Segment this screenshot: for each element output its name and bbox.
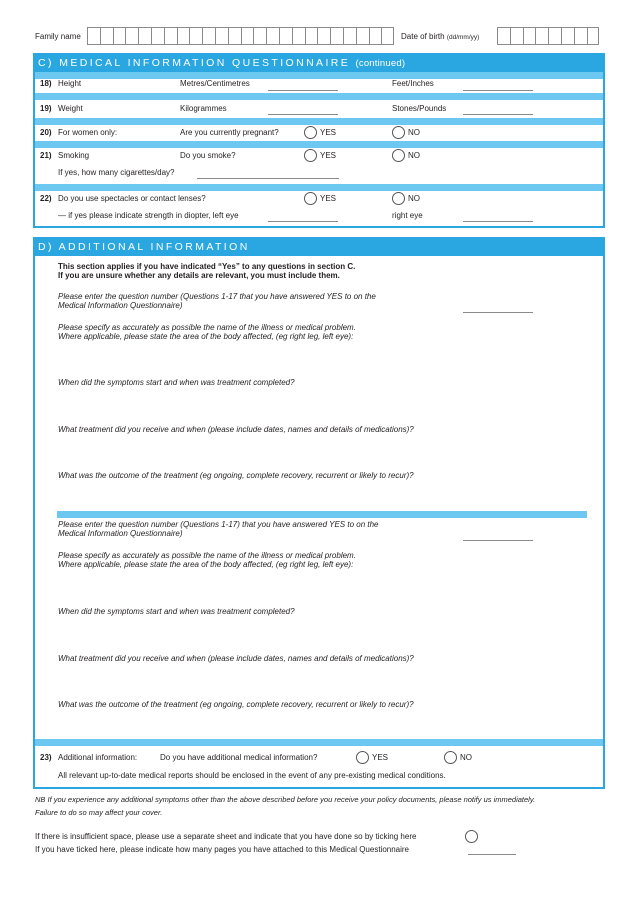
q20-number: 20) (40, 128, 52, 137)
q21-yes-label: YES (320, 151, 337, 160)
family-name-box[interactable] (279, 27, 292, 45)
q23-number: 23) (40, 753, 52, 762)
block2-qnum-field[interactable] (463, 540, 533, 541)
q21-cigarettes-field[interactable] (197, 178, 339, 179)
footer-pages-label: If you have ticked here, please indicate how many pages you have attached to this Medical Questionnaire (35, 845, 410, 854)
family-name-box[interactable] (87, 27, 100, 45)
family-name-box[interactable] (138, 27, 151, 45)
family-name-box[interactable] (381, 27, 394, 45)
family-name-box[interactable] (113, 27, 126, 45)
section-c-bar-3 (35, 118, 603, 125)
q20-yes-radio[interactable] (304, 126, 317, 139)
footer-nb-line2: Failure to do so may affect your cover. (35, 808, 163, 817)
block2-qnum-line1: Please enter the question number (Questions 1-17) that you have answered YES to on the (58, 520, 379, 529)
q18-imperial-field[interactable] (463, 90, 533, 91)
q23-yes-radio[interactable] (356, 751, 369, 764)
dob-label-text: Date of birth (401, 32, 445, 41)
q19-imperial-label: Stones/Pounds (392, 104, 447, 113)
q18-metric-label: Metres/Centimetres (180, 79, 250, 88)
q20-yes-label: YES (320, 128, 337, 137)
q22-right-eye-field[interactable] (463, 221, 533, 222)
q19-imperial-field[interactable] (463, 114, 533, 115)
family-name-box[interactable] (100, 27, 113, 45)
q22-followup-label: — if yes please indicate strength in diopter, left eye (58, 211, 239, 220)
dob-box[interactable] (548, 27, 561, 45)
section-d-bar-q23 (35, 739, 603, 746)
block1-illness-line2: Where applicable, please state the area of the body affected, (eg right leg, left eye): (58, 332, 354, 341)
family-name-box[interactable] (330, 27, 343, 45)
block2-treatment: What treatment did you receive and when (please include dates, names and details of medications)? (58, 654, 414, 663)
q23-yes-label: YES (372, 753, 389, 762)
q23-no-radio[interactable] (444, 751, 457, 764)
family-name-box[interactable] (253, 27, 266, 45)
dob-box[interactable] (497, 27, 510, 45)
q18-label: Height (58, 79, 82, 88)
dob-format: (dd/mm/yy) (446, 34, 480, 41)
block1-illness-line1: Please specify as accurately as possible the name of the illness or medical problem. (58, 323, 356, 332)
family-name-boxes[interactable] (87, 27, 394, 45)
family-name-box[interactable] (177, 27, 190, 45)
family-name-box[interactable] (202, 27, 215, 45)
q21-followup-label: If yes, how many cigarettes/day? (58, 168, 175, 177)
q23-note: All relevant up-to-date medical reports should be enclosed in the event of any pre-existing medical conditions. (58, 771, 446, 780)
q19-number: 19) (40, 104, 52, 113)
section-c-title-text: C) MEDICAL INFORMATION QUESTIONNAIRE (38, 57, 351, 69)
family-name-box[interactable] (317, 27, 330, 45)
section-d-divider (57, 511, 587, 518)
section-c-title (35, 55, 603, 72)
q21-yes-radio[interactable] (304, 149, 317, 162)
q22-left-eye-field[interactable] (268, 221, 338, 222)
block1-qnum-line2: Medical Information Questionnaire) (58, 301, 183, 310)
block2-illness-line1: Please specify as accurately as possible the name of the illness or medical problem. (58, 551, 356, 560)
footer-separate-sheet: If there is insufficient space, please use a separate sheet and indicate that you have done so by ticking here (35, 832, 417, 841)
block2-qnum-line2: Medical Information Questionnaire) (58, 529, 183, 538)
q22-no-radio[interactable] (392, 192, 405, 205)
family-name-box[interactable] (189, 27, 202, 45)
q19-metric-label: Kilogrammes (180, 104, 227, 113)
dob-box[interactable] (510, 27, 523, 45)
q20-no-label: NO (408, 128, 420, 137)
block1-outcome: What was the outcome of the treatment (eg ongoing, complete recovery, recurrent or likely to recur)? (58, 471, 414, 480)
block1-qnum-field[interactable] (463, 312, 533, 313)
q22-yes-label: YES (320, 194, 337, 203)
family-name-box[interactable] (266, 27, 279, 45)
section-c-bar-1 (35, 72, 603, 79)
q21-number: 21) (40, 151, 52, 160)
q21-no-label: NO (408, 151, 420, 160)
dob-box[interactable] (523, 27, 536, 45)
q23-label: Additional information: (58, 753, 138, 762)
q20-label: For women only: (58, 128, 118, 137)
family-name-label: Family name (35, 32, 81, 41)
block2-illness-line2: Where applicable, please state the area of the body affected, (eg right leg, left eye): (58, 560, 354, 569)
block1-treatment: What treatment did you receive and when (please include dates, names and details of medications)? (58, 425, 414, 434)
family-name-box[interactable] (305, 27, 318, 45)
q22-no-label: NO (408, 194, 420, 203)
q21-label: Smoking (58, 151, 90, 160)
q18-metric-field[interactable] (268, 90, 338, 91)
q18-number: 18) (40, 79, 52, 88)
block1-qnum-line1: Please enter the question number (Questions 1-17 that you have answered YES to on the (58, 292, 376, 301)
q22-yes-radio[interactable] (304, 192, 317, 205)
family-name-box[interactable] (164, 27, 177, 45)
section-c-bar-2 (35, 93, 603, 100)
dob-label (401, 32, 479, 43)
pages-attached-field[interactable] (468, 854, 516, 855)
dob-box[interactable] (561, 27, 574, 45)
q20-question: Are you currently pregnant? (180, 128, 279, 137)
block1-symptoms: When did the symptoms start and when was treatment completed? (58, 378, 295, 387)
q23-question: Do you have additional medical information? (160, 753, 318, 762)
separate-sheet-checkbox[interactable] (465, 830, 478, 843)
q23-no-label: NO (460, 753, 472, 762)
dob-box[interactable] (535, 27, 548, 45)
section-d-intro-1: This section applies if you have indicated “Yes” to any questions in section C. (58, 262, 356, 271)
family-name-box[interactable] (125, 27, 138, 45)
q21-question: Do you smoke? (180, 151, 236, 160)
section-d-intro-2: If you are unsure whether any details are relevant, you must include them. (58, 271, 340, 280)
q22-right-eye-label: right eye (392, 211, 423, 220)
section-c-bar-5 (35, 184, 603, 191)
block2-symptoms: When did the symptoms start and when was treatment completed? (58, 607, 295, 616)
section-d-title: D) ADDITIONAL INFORMATION (35, 239, 603, 256)
family-name-box[interactable] (356, 27, 369, 45)
family-name-box[interactable] (292, 27, 305, 45)
q19-metric-field[interactable] (268, 114, 338, 115)
q21-no-radio[interactable] (392, 149, 405, 162)
q22-number: 22) (40, 194, 52, 203)
block2-outcome: What was the outcome of the treatment (eg ongoing, complete recovery, recurrent or likely to recur)? (58, 700, 414, 709)
q19-label: Weight (58, 104, 83, 113)
dob-boxes[interactable] (497, 27, 599, 45)
section-c-subtitle: (continued) (355, 58, 406, 69)
q22-label: Do you use spectacles or contact lenses? (58, 194, 206, 203)
footer-nb-line1: NB If you experience any additional symptoms other than the above described before you receive your policy documents, please notify us immediately. (35, 795, 536, 804)
dob-box[interactable] (574, 27, 587, 45)
q20-no-radio[interactable] (392, 126, 405, 139)
family-name-box[interactable] (228, 27, 241, 45)
family-name-box[interactable] (215, 27, 228, 45)
family-name-box[interactable] (343, 27, 356, 45)
dob-box[interactable] (587, 27, 600, 45)
q18-imperial-label: Feet/Inches (392, 79, 434, 88)
section-c-bar-4 (35, 141, 603, 148)
family-name-box[interactable] (369, 27, 382, 45)
family-name-box[interactable] (151, 27, 164, 45)
family-name-box[interactable] (241, 27, 254, 45)
